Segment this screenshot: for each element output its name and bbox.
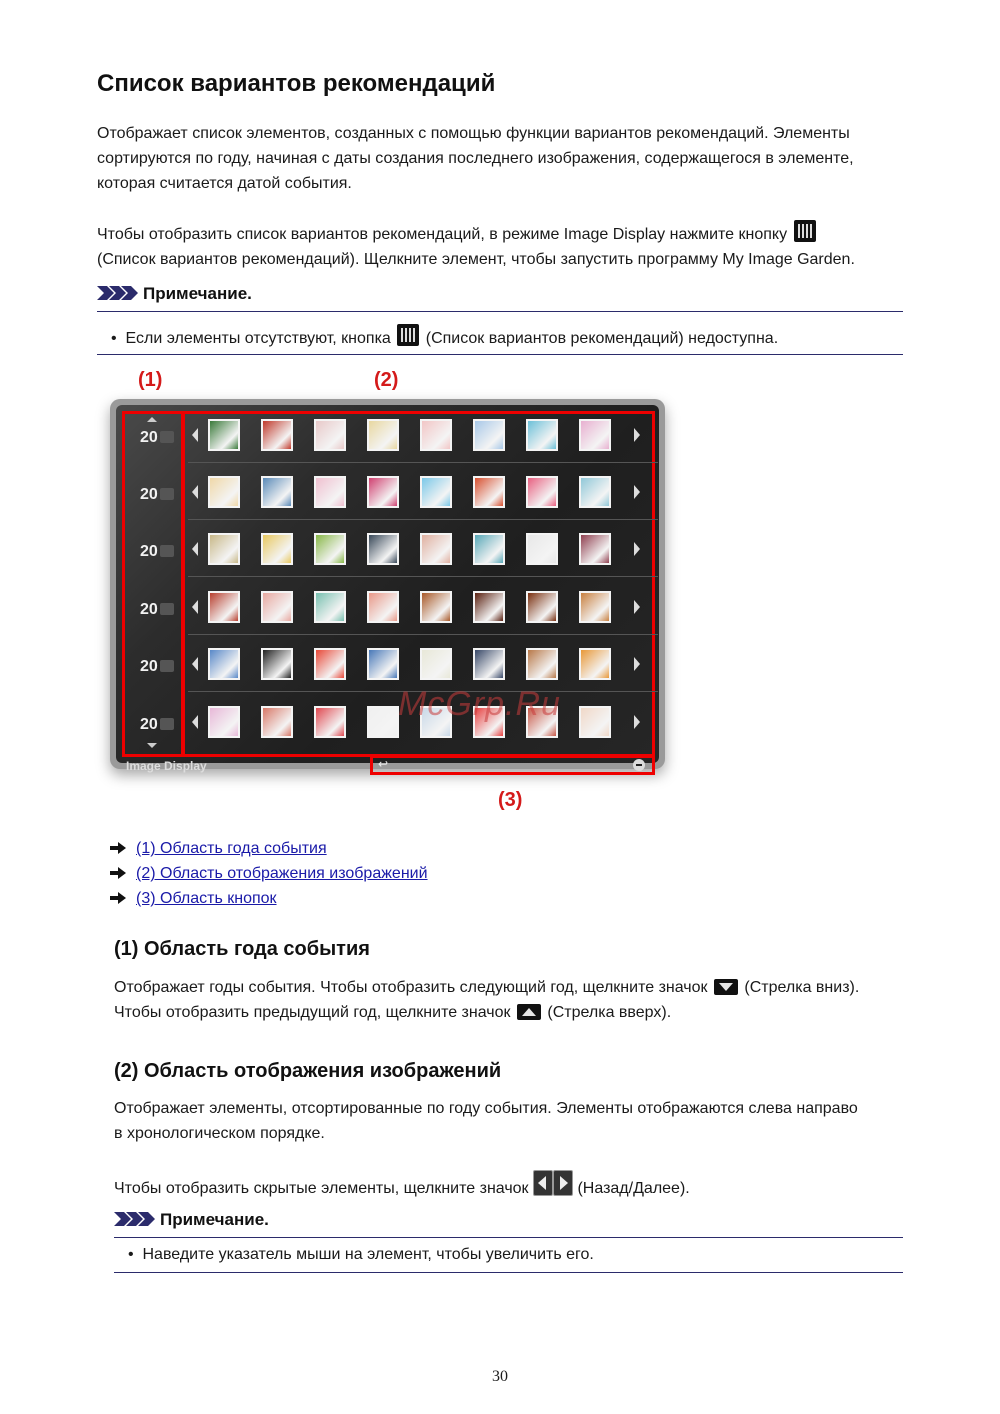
link-button-area[interactable]: (3) Область кнопок (136, 890, 277, 907)
item-thumbnail[interactable] (208, 591, 240, 623)
recommendation-list-icon (794, 220, 816, 242)
item-thumbnail[interactable] (367, 591, 399, 623)
item-thumbnail[interactable] (420, 648, 452, 680)
item-thumbnail[interactable] (261, 476, 293, 508)
year-area-box (122, 411, 184, 757)
item-thumbnail[interactable] (526, 476, 558, 508)
link-row (110, 865, 428, 883)
row-prev-arrow[interactable] (192, 542, 198, 556)
item-thumbnail[interactable] (420, 533, 452, 565)
watermark: McGrp.Ru (398, 685, 561, 723)
item-thumbnail[interactable] (420, 591, 452, 623)
link-year-area[interactable]: (1) Область года события (136, 840, 327, 857)
note2-item: • Наведите указатель мыши на элемент, чтобы увеличить его. (128, 1246, 594, 1263)
item-thumbnail[interactable] (526, 648, 558, 680)
intro-line-1: Отображает список элементов, созданных с помощью функции вариантов рекомендаций. Элементы (97, 125, 850, 142)
button-area-box (370, 755, 655, 775)
note2-box (114, 1237, 903, 1273)
note-heading-text: Примечание. (143, 284, 252, 303)
note-arrows-icon (114, 1212, 156, 1226)
intro-line-3: которая считается датой события. (97, 175, 352, 192)
item-thumbnail[interactable] (261, 533, 293, 565)
howto-line-2: (Список вариантов рекомендаций). Щелкните элемент, чтобы запустить программу My Image Garden. (97, 251, 855, 268)
howto-line-1: Чтобы отобразить список вариантов рекомендаций, в режиме Image Display нажмите кнопку (97, 226, 788, 243)
label-3: (3) (498, 789, 523, 811)
note-box (97, 311, 903, 355)
note2-item-text: Наведите указатель мыши на элемент, чтобы увеличить его. (142, 1246, 594, 1263)
section2-paragraph (114, 1096, 914, 1146)
year-digits-mask (160, 603, 174, 615)
item-thumbnail[interactable] (208, 419, 240, 451)
year-label[interactable]: 20 (140, 486, 182, 504)
item-thumbnail[interactable] (420, 419, 452, 451)
row-separator (188, 634, 658, 635)
item-thumbnail[interactable] (314, 533, 346, 565)
item-thumbnail[interactable] (473, 591, 505, 623)
year-down-arrow[interactable] (147, 743, 157, 748)
intro-line-2: сортируются по году, начиная с даты создания последнего изображения, содержащегося в элементе, (97, 150, 854, 167)
row-prev-arrow[interactable] (192, 600, 198, 614)
item-thumbnail[interactable] (579, 706, 611, 738)
item-thumbnail[interactable] (208, 476, 240, 508)
row-next-arrow[interactable] (634, 600, 640, 614)
year-label[interactable]: 20 (140, 658, 182, 676)
note-item-text-after: (Список вариантов рекомендаций) недоступна. (425, 330, 779, 347)
section1-text: Отображает годы события. Чтобы отобразить следующий год, щелкните значок (114, 979, 708, 996)
row-prev-arrow[interactable] (192, 715, 198, 729)
item-thumbnail[interactable] (420, 476, 452, 508)
close-button-icon[interactable] (633, 759, 645, 771)
arrow-down-icon (714, 979, 738, 995)
item-thumbnail[interactable] (314, 591, 346, 623)
row-next-arrow[interactable] (634, 657, 640, 671)
item-thumbnail[interactable] (526, 533, 558, 565)
year-label[interactable]: 20 (140, 601, 182, 619)
section1-text: (Стрелка вниз). (744, 979, 860, 996)
year-label[interactable]: 20 (140, 429, 182, 447)
item-thumbnail[interactable] (367, 533, 399, 565)
item-thumbnail[interactable] (261, 706, 293, 738)
item-thumbnail[interactable] (579, 591, 611, 623)
note2-heading-text: Примечание. (160, 1210, 269, 1229)
item-thumbnail[interactable] (208, 533, 240, 565)
section1-text: (Стрелка вверх). (547, 1004, 672, 1021)
row-next-arrow[interactable] (634, 715, 640, 729)
item-thumbnail[interactable] (367, 476, 399, 508)
arrow-right-icon (110, 867, 126, 879)
note-heading (97, 284, 252, 304)
item-thumbnail[interactable] (579, 419, 611, 451)
link-row (110, 890, 277, 908)
page-number: 30 (492, 1368, 508, 1385)
item-thumbnail[interactable] (314, 419, 346, 451)
recommendation-list-screenshot (100, 369, 670, 811)
year-digits-mask (160, 545, 174, 557)
section1-paragraph (114, 975, 914, 1025)
arrow-right-icon (110, 892, 126, 904)
item-thumbnail[interactable] (261, 591, 293, 623)
section2-text: Чтобы отобразить скрытые элементы, щелкните значок (114, 1180, 529, 1197)
row-next-arrow[interactable] (634, 485, 640, 499)
row-separator (188, 519, 658, 520)
item-thumbnail[interactable] (261, 419, 293, 451)
item-thumbnail[interactable] (579, 648, 611, 680)
row-next-arrow[interactable] (634, 428, 640, 442)
year-digits-mask (160, 488, 174, 500)
item-thumbnail[interactable] (579, 476, 611, 508)
arrow-up-icon (517, 1004, 541, 1020)
note-arrows-icon (97, 286, 139, 300)
item-thumbnail[interactable] (526, 591, 558, 623)
note-item-text-before: Если элементы отсутствуют, кнопка (125, 330, 391, 347)
item-thumbnail[interactable] (473, 648, 505, 680)
note2-heading (114, 1210, 269, 1230)
section2-heading: (2) Область отображения изображений (114, 1060, 502, 1082)
item-thumbnail[interactable] (367, 648, 399, 680)
back-button-icon[interactable]: ↩ (378, 757, 389, 771)
arrow-right-icon (110, 842, 126, 854)
item-thumbnail[interactable] (473, 533, 505, 565)
link-image-area[interactable]: (2) Область отображения изображений (136, 865, 428, 882)
note-item: • Если элементы отсутствуют, кнопка (Список вариантов рекомендаций) недоступна. (111, 324, 778, 348)
item-thumbnail[interactable] (261, 648, 293, 680)
year-up-arrow[interactable] (147, 417, 157, 422)
year-digits-mask (160, 660, 174, 672)
row-separator (188, 576, 658, 577)
next-arrow-icon (553, 1170, 573, 1196)
row-separator (188, 462, 658, 463)
section2-text: (Назад/Далее). (577, 1180, 690, 1197)
section1-heading: (1) Область года события (114, 938, 370, 960)
section2-text: Отображает элементы, отсортированные по году события. Элементы отображаются слева направо (114, 1100, 858, 1117)
app-window-body (116, 405, 659, 773)
page-title: Список вариантов рекомендаций (97, 70, 496, 97)
item-thumbnail[interactable] (473, 419, 505, 451)
item-thumbnail[interactable] (367, 706, 399, 738)
year-label[interactable]: 20 (140, 716, 182, 734)
section1-text: Чтобы отобразить предыдущий год, щелкните значок (114, 1004, 511, 1021)
item-thumbnail[interactable] (314, 476, 346, 508)
back-arrow-icon (533, 1170, 553, 1196)
label-2: (2) (374, 369, 399, 391)
item-thumbnail[interactable] (314, 706, 346, 738)
label-1: (1) (138, 369, 163, 391)
row-next-arrow[interactable] (634, 542, 640, 556)
howto-paragraph (97, 220, 917, 272)
row-prev-arrow[interactable] (192, 428, 198, 442)
item-thumbnail[interactable] (367, 419, 399, 451)
app-window (110, 399, 665, 773)
item-thumbnail[interactable] (208, 648, 240, 680)
item-thumbnail[interactable] (473, 476, 505, 508)
row-prev-arrow[interactable] (192, 485, 198, 499)
year-digits-mask (160, 431, 174, 443)
item-thumbnail[interactable] (579, 533, 611, 565)
item-thumbnail[interactable] (526, 419, 558, 451)
item-thumbnail[interactable] (314, 648, 346, 680)
recommendation-list-icon (397, 324, 419, 346)
section2-paragraph-2 (114, 1170, 914, 1201)
link-row (110, 840, 327, 858)
intro-paragraph (97, 121, 854, 196)
section2-text: в хронологическом порядке. (114, 1125, 325, 1142)
year-label[interactable]: 20 (140, 543, 182, 561)
row-prev-arrow[interactable] (192, 657, 198, 671)
item-thumbnail[interactable] (208, 706, 240, 738)
year-digits-mask (160, 718, 174, 730)
image-display-label: Image Display (126, 759, 207, 773)
